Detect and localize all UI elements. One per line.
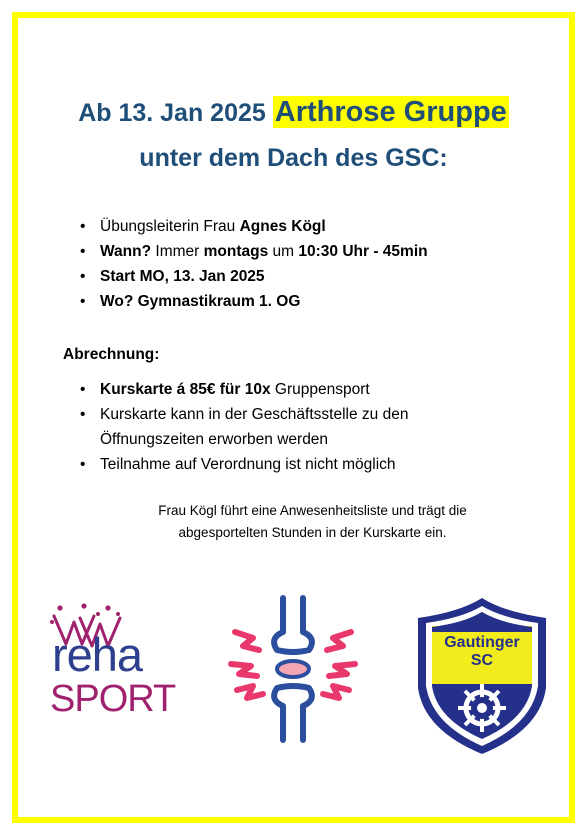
title-highlight: Arthrose Gruppe [274, 96, 507, 128]
list-item [80, 239, 428, 264]
list-item [80, 214, 428, 239]
item-text-plain: Kurskarte kann in der Geschäftsstelle zu den Öffnungszeiten erworben werden [100, 406, 409, 448]
sport-word: SPORT [50, 678, 176, 720]
knee-joint-icon [223, 590, 363, 750]
item-text-bold: Wo? Gymnastikraum 1. OG [100, 293, 301, 310]
crest-name: Gautinger [444, 634, 520, 651]
bullet-icon: • [80, 243, 86, 260]
gautinger-sc-crest [412, 596, 552, 758]
item-text-plain: Immer [151, 243, 204, 260]
billing-heading: Abrechnung: [63, 346, 160, 363]
bullet-icon: • [80, 293, 86, 310]
bullet-icon: • [80, 268, 86, 285]
item-text-plain: Gruppensport [270, 381, 370, 398]
note-line-1: Frau Kögl führt eine Anwesenheitsliste und trägt die [158, 503, 467, 518]
list-item [80, 402, 460, 452]
bullet-icon: • [80, 406, 86, 423]
joint-pain-logo [223, 590, 363, 750]
bullet-icon: • [80, 218, 86, 235]
crest-shield-icon [412, 596, 552, 758]
title-date: Ab 13. Jan 2025 [78, 99, 266, 127]
list-item [80, 289, 428, 314]
list-item [80, 264, 428, 289]
item-text-bold: Kurskarte á 85€ für 10x [100, 381, 271, 398]
bullet-icon: • [80, 381, 86, 398]
reha-sport-logo [44, 600, 194, 735]
item-text-plain: um [268, 243, 299, 260]
item-text-bold: Wann? [100, 243, 152, 260]
item-text-bold: Start MO, 13. Jan 2025 [100, 268, 265, 285]
billing-list [80, 377, 460, 477]
title-line-1 [0, 92, 587, 133]
item-text-bold: montags [203, 243, 269, 260]
item-text-plain: Teilnahme auf Verordnung ist nicht möglich [100, 456, 396, 473]
item-text-bold: 10:30 Uhr - 45min [298, 243, 428, 260]
note-text [0, 500, 587, 544]
item-text-bold: Agnes Kögl [239, 218, 326, 235]
list-item [80, 452, 460, 477]
info-list [80, 214, 428, 314]
bullet-icon: • [80, 456, 86, 473]
title-line-2: unter dem Dach des GSC: [139, 144, 448, 172]
list-item [80, 377, 460, 402]
note-line-2: abgesportelten Stunden in der Kurskarte ein. [178, 525, 447, 540]
crest-sc: SC [470, 652, 494, 669]
item-text-plain: Übungsleiterin Frau [100, 218, 240, 235]
reha-word: reha [52, 628, 143, 681]
